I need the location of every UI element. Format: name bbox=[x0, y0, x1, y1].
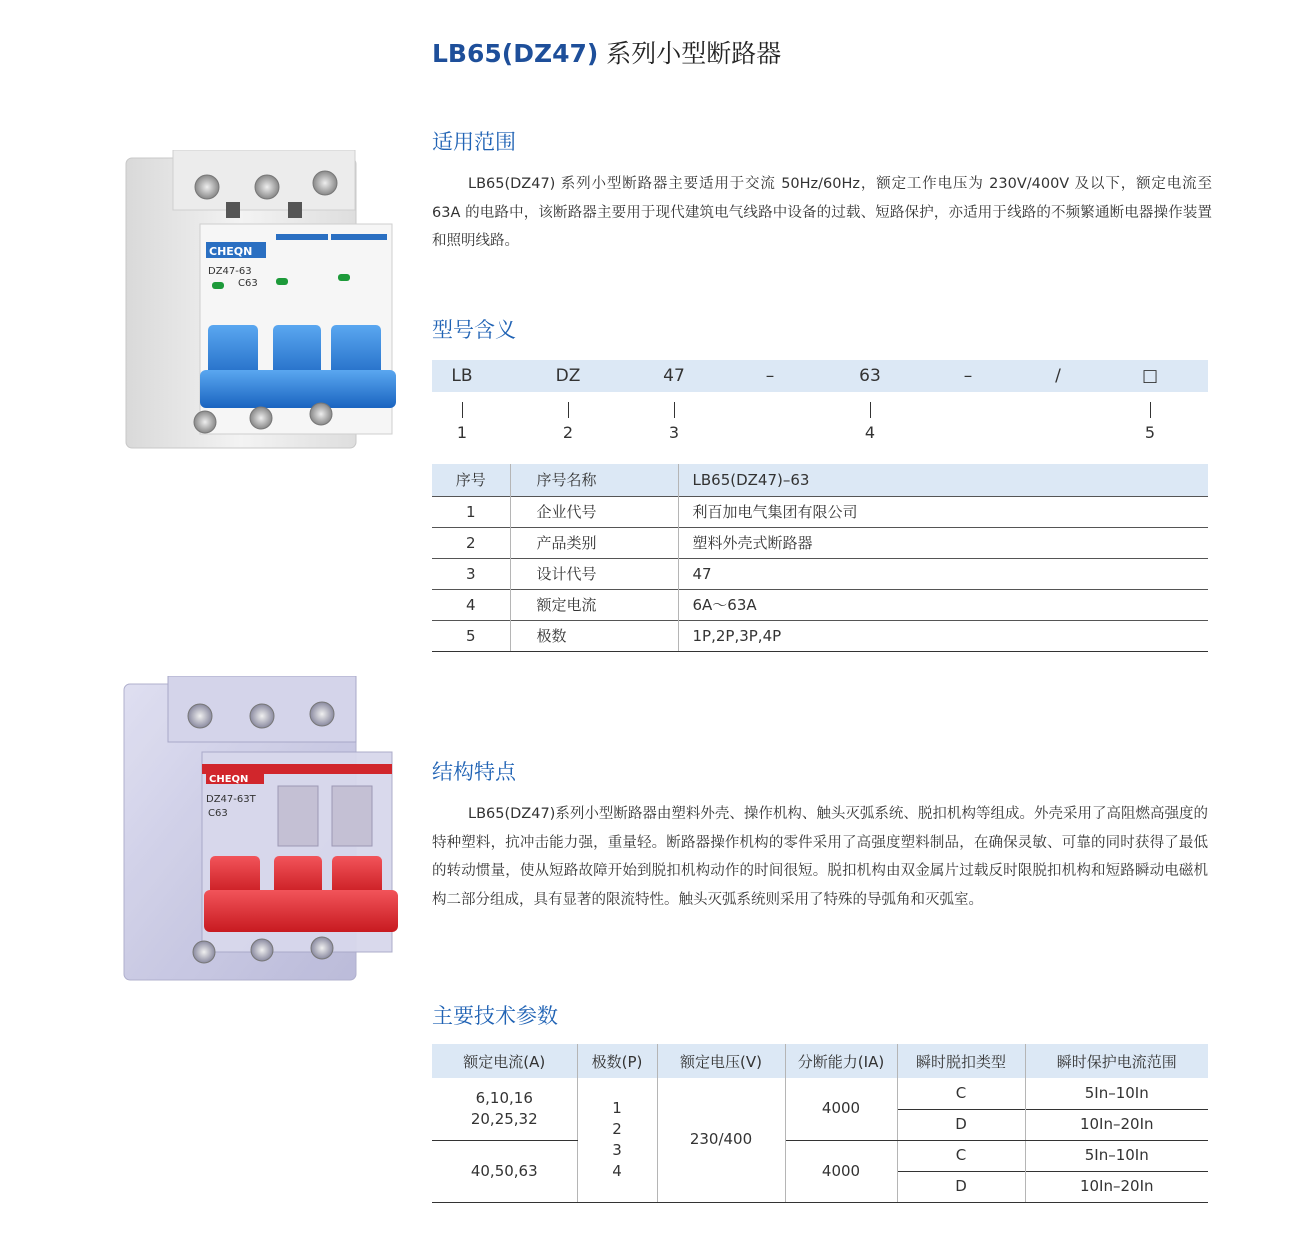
table-cell-trip: C bbox=[897, 1140, 1025, 1171]
model-tick-3 bbox=[674, 402, 675, 418]
pole-value: 4 bbox=[612, 1161, 622, 1180]
table-row bbox=[432, 527, 1208, 558]
section-heading-scope: 适用范围 bbox=[432, 130, 516, 154]
table-cell-poles bbox=[577, 1078, 657, 1202]
table-row bbox=[432, 589, 1208, 620]
table-cell-trip: D bbox=[897, 1171, 1025, 1202]
table-cell-trip: D bbox=[897, 1109, 1025, 1140]
product-image-white-breaker bbox=[118, 150, 408, 460]
model-tick-5 bbox=[1150, 402, 1151, 418]
model-tick-4 bbox=[870, 402, 871, 418]
table-cell: 6A～63A bbox=[678, 589, 1208, 620]
model-tick-1 bbox=[462, 402, 463, 418]
table-header-row bbox=[432, 464, 1208, 496]
structure-paragraph: LB65(DZ47)系列小型断路器由塑料外壳、操作机构、触头灭弧系统、脱扣机构等组成。外壳采用了高阻燃高强度的特种塑料，抗冲击能力强，重量轻。断路器操作机构的零件采用了高强度塑料制品，在确保灵敏、可靠的同时获得了最低的转动惯量，使从短路故障开始到脱扣机构动作的时间很短。脱扣机构由双金属片过载反时限脱扣机构和短路瞬动电磁机构二部分组成，具有显著的限流特性。触头灭弧系统则采用了特殊的导弧角和灭弧室。 bbox=[432, 806, 1208, 908]
title-rest: 系列小型断路器 bbox=[598, 39, 782, 68]
product2-rating: C63 bbox=[208, 808, 228, 819]
table-cell-range: 10In–20In bbox=[1025, 1171, 1208, 1202]
table-header-cell: 极数(P) bbox=[577, 1044, 657, 1078]
model-num-2: 2 bbox=[562, 423, 574, 442]
table-cell: 产品类别 bbox=[510, 527, 678, 558]
table-header-cell: 序号 bbox=[432, 464, 510, 496]
table-cell: 极数 bbox=[510, 620, 678, 651]
table-cell-current-group2: 40,50,63 bbox=[432, 1140, 577, 1202]
model-seg-lb: LB bbox=[451, 366, 473, 386]
table-cell: 5 bbox=[432, 620, 510, 651]
table-row bbox=[432, 1140, 1208, 1171]
table-cell-breaking-1: 4000 bbox=[785, 1078, 897, 1140]
table-cell-breaking-2: 4000 bbox=[785, 1140, 897, 1202]
product1-rating: C63 bbox=[238, 278, 258, 289]
product1-brand: CHEQN bbox=[209, 245, 253, 258]
table-cell: 2 bbox=[432, 527, 510, 558]
tech-params-table bbox=[432, 1044, 1208, 1203]
table-cell: 1 bbox=[432, 496, 510, 527]
table-cell: 47 bbox=[678, 558, 1208, 589]
section-heading-model: 型号含义 bbox=[432, 318, 516, 342]
table-cell: 3 bbox=[432, 558, 510, 589]
table-header-row bbox=[432, 1044, 1208, 1078]
table-header-cell: 额定电压(V) bbox=[657, 1044, 785, 1078]
model-seg-box: □ bbox=[1141, 366, 1159, 386]
table-cell-range: 10In–20In bbox=[1025, 1109, 1208, 1140]
table-cell-range: 5In–10In bbox=[1084, 1083, 1149, 1102]
model-meaning-table bbox=[432, 464, 1208, 652]
product2-brand: CHEQN bbox=[209, 774, 249, 785]
table-header-cell: LB65(DZ47)–63 bbox=[678, 464, 1208, 496]
model-num-1: 1 bbox=[456, 423, 468, 442]
model-tick-2 bbox=[568, 402, 569, 418]
model-seg-slash: / bbox=[1055, 366, 1061, 386]
model-num-5: 5 bbox=[1144, 423, 1156, 442]
table-header-cell: 额定电流(A) bbox=[432, 1044, 577, 1078]
product2-model: DZ47-63T bbox=[206, 794, 256, 805]
table-row bbox=[432, 558, 1208, 589]
current-values-line: 20,25,32 bbox=[470, 1109, 538, 1128]
model-seg-47: 47 bbox=[663, 366, 685, 386]
product1-model: DZ47-63 bbox=[208, 266, 252, 277]
table-cell: 1P,2P,3P,4P bbox=[678, 620, 1208, 651]
model-seg-63: 63 bbox=[859, 366, 881, 386]
table-cell: 企业代号 bbox=[510, 496, 678, 527]
model-seg-dash-1: – bbox=[765, 366, 775, 386]
table-cell: 设计代号 bbox=[510, 558, 678, 589]
table-row bbox=[432, 620, 1208, 651]
table-row bbox=[432, 1078, 1208, 1109]
section-heading-structure: 结构特点 bbox=[432, 760, 516, 784]
title-brand: LB65(DZ47) bbox=[432, 39, 599, 68]
table-cell-range: 5In–10In bbox=[1084, 1146, 1149, 1164]
table-cell: 额定电流 bbox=[510, 589, 678, 620]
table-header-cell: 序号名称 bbox=[510, 464, 678, 496]
product-image-transparent-breaker bbox=[118, 676, 408, 992]
section-heading-params: 主要技术参数 bbox=[432, 1004, 558, 1028]
table-header-cell: 瞬时保护电流范围 bbox=[1025, 1044, 1208, 1078]
pole-value: 1 bbox=[612, 1098, 622, 1117]
pole-value: 2 bbox=[612, 1119, 622, 1138]
current-values-line: 6,10,16 bbox=[475, 1088, 533, 1107]
table-header-cell: 瞬时脱扣类型 bbox=[897, 1044, 1025, 1078]
model-num-4: 4 bbox=[864, 423, 876, 442]
page-title bbox=[432, 34, 781, 70]
pole-value: 3 bbox=[612, 1140, 622, 1159]
model-seg-dz: DZ bbox=[555, 366, 581, 386]
table-cell: 4 bbox=[432, 589, 510, 620]
table-cell: 塑料外壳式断路器 bbox=[678, 527, 1208, 558]
table-cell-current-group1 bbox=[432, 1078, 577, 1140]
model-code-strip bbox=[432, 360, 1208, 392]
table-cell-trip: C bbox=[897, 1078, 1025, 1109]
table-cell-voltage: 230/400 bbox=[657, 1078, 785, 1202]
model-seg-dash-2: – bbox=[963, 366, 973, 386]
scope-paragraph: LB65(DZ47) 系列小型断路器主要适用于交流 50Hz/60Hz，额定工作电压为 230V/400V 及以下，额定电流至 63A 的电路中，该断路器主要用于现代建筑电气线路中设备的过载、短路保护，亦适用于线路的不频繁通断电器操作装置和照明线路。 bbox=[432, 176, 1212, 249]
model-num-3: 3 bbox=[668, 423, 680, 442]
table-header-cell: 分断能力(IA) bbox=[785, 1044, 897, 1078]
table-cell: 利百加电气集团有限公司 bbox=[678, 496, 1208, 527]
table-row bbox=[432, 496, 1208, 527]
